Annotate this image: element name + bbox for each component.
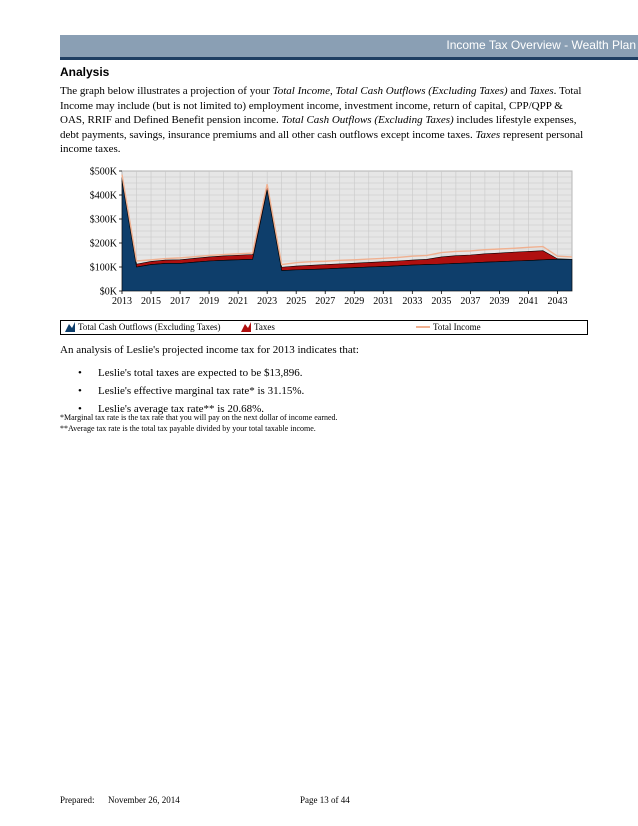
chart-legend [60, 320, 588, 335]
legend-label-taxes: Taxes [254, 322, 275, 332]
intro-text-5: includes lifestyle expenses, debt payments, savings, insurance premiums and all other cash outflows except income taxes. [60, 114, 577, 141]
bullet-average-rate: • Leslie's average tax rate** is 20.68%. [78, 400, 304, 418]
footer-prepared-label: Prepared: [60, 795, 95, 805]
analysis-bullets [78, 364, 304, 418]
x-tick-label: 2015 [141, 296, 162, 307]
header-title: Income Tax Overview - Wealth Plan [446, 38, 636, 52]
legend-label-income: Total Income [433, 322, 481, 332]
legend-item-outflows [65, 322, 221, 332]
income-chart-svg [60, 163, 590, 313]
legend-label-outflows: Total Cash Outflows (Excluding Taxes) [78, 322, 221, 332]
intro-text-1: The graph below illustrates a projection of your [60, 85, 273, 97]
y-tick-label: $200K [89, 238, 117, 250]
y-tick-label: $300K [89, 214, 117, 226]
header-underline [60, 57, 638, 60]
footer-prepared-date: November 26, 2014 [108, 795, 180, 805]
legend-swatch-income [416, 326, 430, 328]
x-tick-label: 2013 [112, 296, 132, 307]
y-tick-label: $0K [99, 286, 117, 298]
intro-text-3: and [507, 85, 529, 97]
intro-term-taxes-2: Taxes [475, 128, 501, 141]
x-tick-label: 2033 [402, 296, 423, 307]
intro-text-4: . Total Income may include (but is not limited to) employment income, investment income, return of capital, CPP/QPP & OAS, RRIF and Defined Benefit pension income. [60, 85, 582, 126]
x-tick-label: 2029 [344, 296, 365, 307]
x-tick-label: 2017 [170, 296, 191, 307]
x-tick-label: 2025 [286, 296, 307, 307]
y-tick-label: $500K [89, 166, 117, 178]
x-tick-label: 2027 [315, 296, 336, 307]
header-bar [60, 35, 638, 57]
footnote-marginal: *Marginal tax rate is the tax rate that you will pay on the next dollar of income earned. [60, 413, 338, 422]
bullet-total-taxes: • Leslie's total taxes are expected to be $13,896. [78, 364, 304, 382]
y-tick-label: $100K [89, 262, 117, 274]
intro-text-2: , [329, 85, 336, 97]
y-tick-label: $400K [89, 190, 117, 202]
intro-term-taxes: Taxes [529, 85, 554, 97]
x-tick-label: 2021 [228, 296, 249, 307]
x-tick-label: 2031 [373, 296, 394, 307]
legend-item-income [416, 322, 481, 332]
intro-paragraph [60, 84, 588, 157]
legend-item-taxes [241, 322, 275, 332]
x-tick-label: 2043 [547, 296, 568, 307]
intro-term-total-income: Total Income [272, 85, 330, 97]
legend-swatch-taxes [241, 322, 251, 332]
x-tick-label: 2019 [199, 296, 220, 307]
section-heading: Analysis [60, 65, 110, 79]
intro-text-6: represent personal income taxes. [60, 128, 584, 155]
legend-swatch-outflows [65, 322, 75, 332]
analysis-lead: An analysis of Leslie's projected income tax for 2013 indicates that: [60, 344, 359, 356]
bullet-marginal-rate: • Leslie's effective marginal tax rate* is 31.15%. [78, 382, 304, 400]
footnotes [60, 412, 338, 434]
x-tick-label: 2035 [431, 296, 452, 307]
footnote-average: **Average tax rate is the total tax payable divided by your total taxable income. [60, 424, 316, 433]
income-chart [60, 163, 590, 313]
intro-term-cash-outflows-2: Total Cash Outflows (Excluding Taxes) [281, 114, 454, 126]
footer-page-number: Page 13 of 44 [300, 795, 350, 805]
x-tick-label: 2037 [460, 296, 481, 307]
x-tick-label: 2041 [518, 296, 539, 307]
x-tick-label: 2039 [489, 296, 510, 307]
x-tick-label: 2023 [257, 296, 278, 307]
intro-term-cash-outflows: Total Cash Outflows (Excluding Taxes) [335, 85, 508, 97]
